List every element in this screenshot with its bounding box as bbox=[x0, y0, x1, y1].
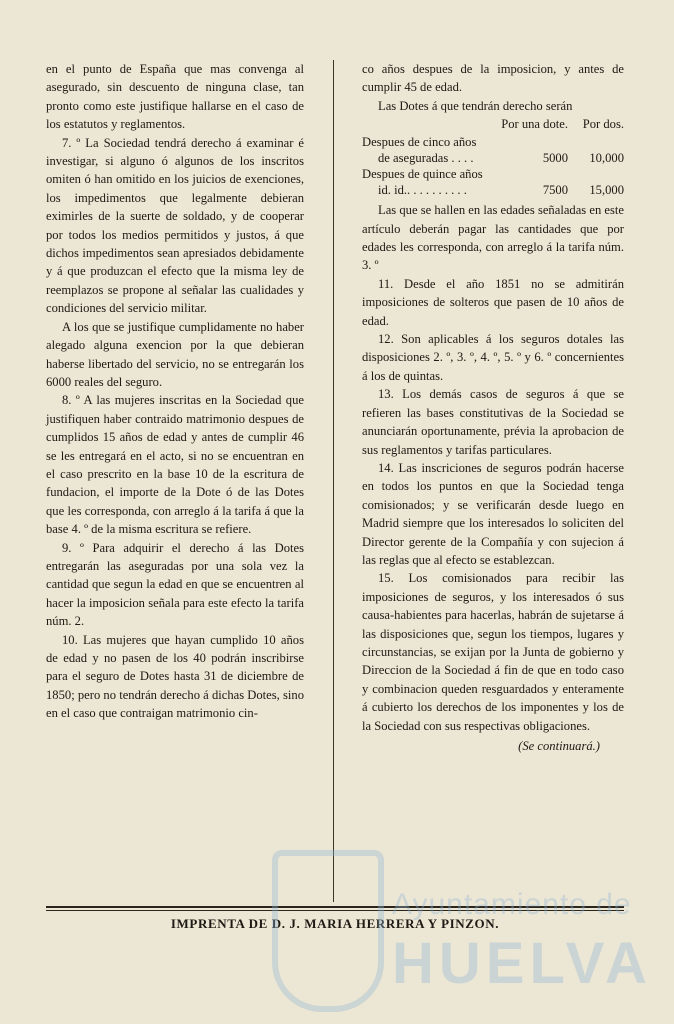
paragraph: Las que se hallen en las edades señaladas en este artículo deberán pagar las cantidades que por edades les corresponda, con arreglo á la tarifa núm. 3. º bbox=[362, 203, 624, 273]
table-cell: 10,000 bbox=[589, 151, 624, 166]
table-header-one: Por una dote. bbox=[501, 117, 568, 132]
article-14: 14. Las inscriciones de seguros podrán hacerse en todos los puntos en que la Sociedad tenga comisionados; y se verificarán desde luego en Madrid siempre que los interesados lo soliciten del Director gerente de la Compañía y con sujecion á las reglas que al efecto se establezcan. bbox=[362, 460, 624, 567]
shield-icon bbox=[272, 850, 384, 1012]
table-row-label: id. id.. . . . . . . . . . bbox=[378, 183, 467, 198]
article-13: 13. Los demás casos de seguros á que se refieren las bases constitutivas de la Sociedad se anunciarán oportunamente, prévia la aprobacion de sus reglamentos y tarifas particulares. bbox=[362, 387, 624, 457]
watermark-line2: HUELVA bbox=[392, 931, 652, 996]
table-row-label: de aseguradas . . . . bbox=[378, 151, 474, 166]
column-divider bbox=[333, 60, 334, 902]
table-row-label: Despues de quince años bbox=[362, 167, 483, 182]
table-cell: 15,000 bbox=[589, 183, 624, 198]
paragraph: A los que se justifique cumplidamente no haber alegado alguna exencion por la que debieran haberse libertado del servicio, no se entregarán los 6000 reales del seguro. bbox=[46, 319, 304, 389]
article-12: 12. Son aplicables á los seguros dotales las disposiciones 2. º, 3. º, 4. º, 5. º y 6. º concernientes á los de quintas. bbox=[362, 332, 624, 383]
dote-table bbox=[362, 116, 624, 198]
table-row-label: Despues de cinco años bbox=[362, 135, 477, 150]
printer-imprint: IMPRENTA DE D. J. MARIA HERRERA Y PINZON. bbox=[170, 916, 500, 931]
article-11: 11. Desde el año 1851 no se admitirán imposiciones de solteros que pasen de 10 años de edad. bbox=[362, 276, 624, 328]
article-10: 10. Las mujeres que hayan cumplido 10 años de edad y no pasen de los 40 podrán inscribirse para el seguro de Dotes hasta 31 de diciembre de 1850; pero no tendrán derecho á dichas Dotes, sino en el caso que contraigan matrimonio cin- bbox=[46, 632, 304, 721]
article-8: 8. º A las mujeres inscritas en la Sociedad que justifiquen haber contraido matrimonio despues de cumplidos 15 años de edad y antes de cumplir 46 se les entregará en el acto, si no se encuentran en el caso prescrito en la base 10 de la escritura de fundacion, el importe de la Dote ó de las Dotes que les corresponda, con arreglo á la tarifa á que la base 4. º de la misma escritura se refiere. bbox=[46, 393, 304, 537]
paragraph: co años despues de la imposicion, y antes de cumplir 45 de edad. bbox=[362, 62, 624, 95]
article-15: 15. Los comisionados para recibir las imposiciones de seguros, y los interesados ó sus causa-habientes para hacerlas, habrán de sujetarse á las disposiciones que, segun los tiempos, lugares y circunstancias, se exijan por la Junta de gobierno y Direccion de la Sociedad á fin de que en todo caso y combinacion queden resguardados y enteramente á cubierto los derechos de los imponentes y los de la Sociedad con sus respectivas obligaciones. bbox=[362, 571, 624, 733]
paragraph: Las Dotes á que tendrán derecho serán bbox=[378, 98, 573, 113]
article-9: 9. º Para adquirir el derecho á las Dotes entregarán las aseguradas por una sola vez la cantidad que segun la edad en que se encuentren al hacer la imposicion señala para este efecto la tarifa núm. 2. bbox=[46, 540, 304, 629]
left-column bbox=[46, 60, 304, 723]
table-cell: 7500 bbox=[542, 183, 568, 198]
right-column bbox=[362, 60, 624, 755]
continuation-note: (Se continuará.) bbox=[518, 739, 600, 753]
paragraph: en el punto de España que mas convenga al asegurado, sin descuento de ninguna clase, tan pronto como este justifique hallarse en el caso de los estatutos y reglamentos. bbox=[46, 62, 304, 132]
watermark bbox=[272, 830, 672, 1024]
table-header-two: Por dos. bbox=[582, 117, 624, 132]
table-cell: 5000 bbox=[542, 151, 568, 166]
article-7: 7. º La Sociedad tendrá derecho á examinar é investigar, si alguno ó algunos de los inscritos omiten ó han omitido en los juicios de exenciones, los impedimentos que legalmente debieran eximirles de la suerte de soldado, y de cooperar por todos los medios permitidos y justos, á que dichos impedimentos sean apresiados debidamente y á que produzcan el efecto que la misma ley de reemplazos se propone al señalar las cualidades y condiciones del servicio militar. bbox=[46, 135, 304, 316]
watermark-line1: Ayuntamiento de bbox=[392, 888, 632, 921]
